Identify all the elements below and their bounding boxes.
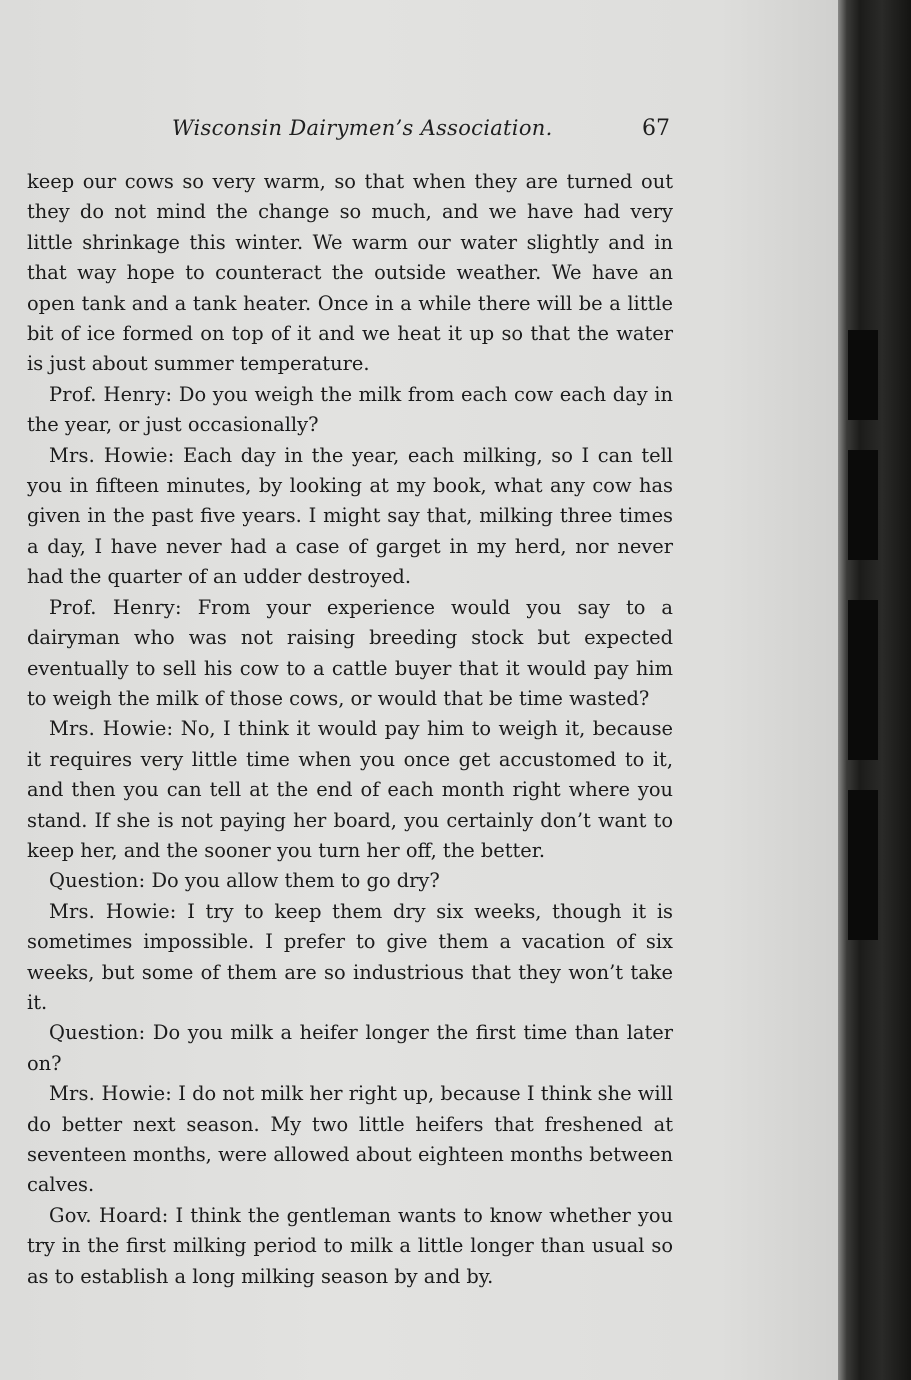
paragraph-text: keep our cows so very warm, so that when they are turned out they do not mind the change so much, and we have had very little shrinkage this winter. We warm our water slightly and in that way hope to counteract the outside weather. We have an open tank and a tank heater. Once in a while there will be a little bit of ice formed on top of it and we heat it up so that the water is just about summer temperature. xyxy=(27,170,673,376)
paragraph xyxy=(27,441,673,593)
paragraph-text: Each day in the year, each milking, so I can tell you in fifteen minutes, by looking at my book, what any cow has given in the past five years. I might say that, milking three times a day, I have never had a case of garget in my herd, nor never had the quarter of an udder destroyed. xyxy=(27,443,674,589)
paragraph xyxy=(27,593,673,715)
speaker-label: Prof. Henry: xyxy=(49,382,173,406)
paragraph xyxy=(27,1079,673,1201)
speaker-label: Mrs. Howie: xyxy=(49,899,177,923)
speaker-label: Gov. Hoard: xyxy=(49,1203,169,1227)
paragraph xyxy=(27,866,673,896)
speaker-label: Question: xyxy=(49,869,146,893)
page-body xyxy=(27,167,673,1292)
paragraph xyxy=(27,380,673,441)
running-title: Wisconsin Dairymen’s Association. xyxy=(172,116,553,140)
speaker-label: Mrs. Howie: xyxy=(49,717,174,741)
paragraph-text: Do you weigh the milk from each cow each day in the year, or just occasionally? xyxy=(27,382,673,437)
paragraph xyxy=(27,1018,673,1079)
paragraph-text: Do you allow them to go dry? xyxy=(151,869,440,893)
speaker-label: Question: xyxy=(49,1021,146,1045)
paragraph-text: From your experience would you say to a dairyman who was not raising breeding stock but expected eventually to sell his cow to a cattle buyer that it would pay him to weigh the milk of those cows, or would that be time wasted? xyxy=(27,595,673,710)
binding-shadow xyxy=(848,450,878,560)
paragraph-text: No, I think it would pay him to weigh it, because it requires very little time when you once get accustomed to it, and then you can tell at the end of each month right where you stand. If she is not paying her board, you certainly don’t want to keep her, and the sooner you turn her off, the better. xyxy=(27,717,673,862)
binding-shadow xyxy=(848,790,878,940)
binding-shadow xyxy=(848,330,878,420)
page-header xyxy=(28,114,674,148)
binding-shadow xyxy=(848,600,878,760)
paragraph-text: I do not milk her right up, because I think she will do better next season. My two little heifers that freshened at seventeen months, were allowed about eighteen months between calves. xyxy=(27,1082,673,1197)
speaker-label: Mrs. Howie: xyxy=(49,443,175,467)
speaker-label: Prof. Henry: xyxy=(49,595,182,619)
paragraph-text: I try to keep them dry six weeks, though it is sometimes impossible. I prefer to give them a vacation of six weeks, but some of them are so industrious that they won’t take it. xyxy=(27,899,673,1014)
speaker-label: Mrs. Howie: xyxy=(49,1082,173,1106)
paragraph-text: I think the gentleman wants to know whether you try in the first milking period to milk a little longer than usual so as to establish a long milking season by and by. xyxy=(27,1203,673,1288)
paragraph xyxy=(27,1201,673,1292)
paragraph xyxy=(27,897,673,1019)
page-number: 67 xyxy=(642,116,670,141)
paragraph-text: Do you milk a heifer longer the first time than later on? xyxy=(27,1021,673,1075)
paragraph xyxy=(27,167,673,380)
paragraph xyxy=(27,714,673,866)
